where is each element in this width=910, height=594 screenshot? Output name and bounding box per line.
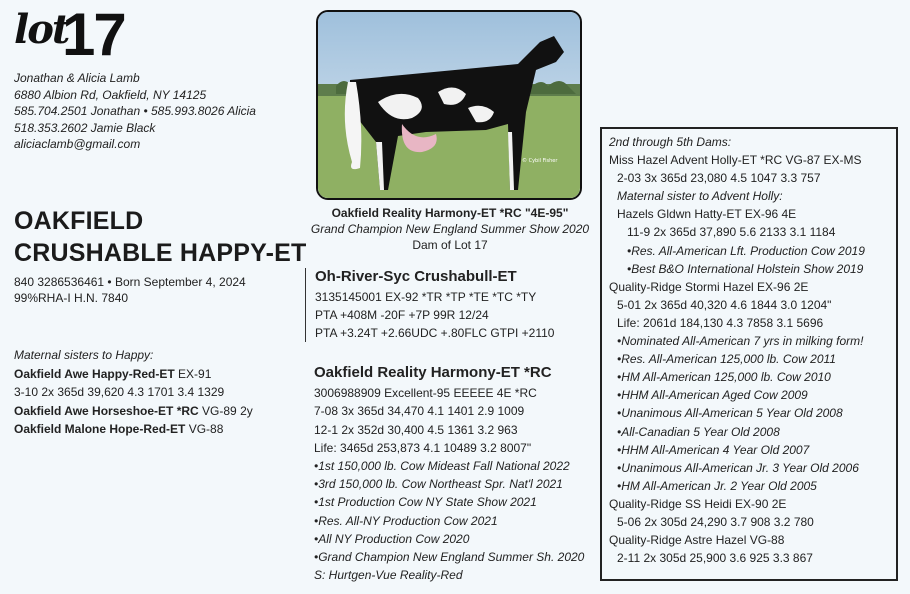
sire-line-2: PTA +408M -20F +7P 99R 12/24	[315, 308, 489, 322]
sister-1-name: Oakfield Awe Happy-Red-ET	[14, 366, 175, 381]
dam-name: Oakfield Reality Harmony-ET *RC	[314, 364, 552, 381]
caption-cow-name: Oakfield Reality Harmony-ET *RC "4E-95"	[331, 206, 569, 220]
consignor-phones: 585.704.2501 Jonathan • 585.993.8026 Alicia	[14, 104, 256, 118]
dams-line: •HM All-American 125,000 lb. Cow 2010	[617, 370, 831, 385]
sister-2-score: VG-89 2y	[198, 403, 253, 418]
dam-award-6: •Grand Champion New England Summer Sh. 2020	[314, 550, 585, 565]
dam-award-1: •1st 150,000 lb. Cow Mideast Fall National 2022	[314, 459, 570, 474]
animal-title-line-2: CRUSHABLE HAPPY-ET	[14, 239, 307, 267]
sister-1	[14, 365, 253, 384]
photo-caption	[300, 205, 600, 253]
dam-section	[314, 364, 584, 584]
dams-line: •Res. All-American 125,000 lb. Cow 2011	[617, 352, 836, 367]
dams-line: 2-11 2x 305d 25,900 3.6 925 3.3 867	[617, 551, 813, 566]
sire-line-3: PTA +3.24T +2.66UDC +.80FLC GTPI +2110	[315, 326, 555, 340]
dams-line: Maternal sister to Advent Holly:	[617, 189, 783, 204]
dams-line: 5-01 2x 365d 40,320 4.6 1844 3.0 1204"	[617, 297, 832, 312]
dams-line: Miss Hazel Advent Holly-ET *RC VG-87 EX-MS	[609, 153, 862, 168]
dams-list	[609, 133, 865, 567]
sire-line-1: 3135145001 EX-92 *TR *TP *TE *TC *TY	[315, 290, 537, 304]
lot-number: 17	[62, 1, 125, 68]
dams-line: Hazels Gldwn Hatty-ET EX-96 4E	[617, 207, 797, 222]
dams-line: •Best B&O International Holstein Show 2019	[627, 261, 864, 276]
dams-line: •HM All-American Jr. 2 Year Old 2005	[617, 478, 817, 493]
dams-line: 11-9 2x 365d 37,890 5.6 2133 3.1 1184	[627, 225, 836, 240]
dams-heading: 2nd through 5th Dams:	[609, 135, 732, 149]
dams-line: •HHM All-American Aged Cow 2009	[617, 388, 808, 403]
maternal-sisters	[14, 346, 253, 439]
dams-line: •HHM All-American 4 Year Old 2007	[617, 442, 810, 457]
sire-section	[305, 268, 605, 342]
dams-line: •All-Canadian 5 Year Old 2008	[617, 424, 780, 439]
animal-info	[14, 274, 246, 306]
sister-2-name: Oakfield Awe Horseshoe-ET *RC	[14, 403, 199, 418]
animal-title-line-1: OAKFIELD	[14, 207, 144, 235]
cow-photo	[316, 10, 582, 200]
consignor-phone-2: 518.353.2602 Jamie Black	[14, 120, 156, 135]
dams-line: •Unanimous All-American Jr. 3 Year Old 2006	[617, 460, 859, 475]
photo-credit: © Cybil Fisher	[522, 158, 558, 164]
sister-1-score: EX-91	[174, 366, 212, 381]
dams-line: Quality-Ridge Stormi Hazel EX-96 2E	[609, 279, 809, 294]
sister-3	[14, 420, 253, 439]
dam-award-4: •Res. All-NY Production Cow 2021	[314, 513, 498, 528]
caption-relation: Dam of Lot 17	[412, 238, 488, 252]
sister-3-score: VG-88	[185, 422, 224, 436]
dam-record-3: 12-1 2x 352d 30,400 4.5 1361 3.2 963	[314, 422, 518, 437]
dams-line: 2-03 3x 365d 23,080 4.5 1047 3.3 757	[617, 171, 821, 186]
sister-2	[14, 402, 253, 421]
dam-record-2: 7-08 3x 365d 34,470 4.1 1401 2.9 1009	[314, 404, 525, 419]
consignor-email: aliciaclamb@gmail.com	[14, 137, 141, 151]
dams-line: Quality-Ridge SS Heidi EX-90 2E	[609, 496, 787, 511]
lot-label: lot	[14, 6, 69, 53]
caption-award: Grand Champion New England Summer Show 2020	[310, 222, 590, 236]
dams-line: •Unanimous All-American 5 Year Old 2008	[617, 406, 843, 421]
consignor-contact	[14, 70, 256, 153]
dams-line: 5-06 2x 305d 24,290 3.7 908 3.2 780	[617, 514, 814, 529]
dams-line: •Nominated All-American 7 yrs in milking form!	[617, 334, 864, 349]
sire-name: Oh-River-Syc Crushabull-ET	[315, 268, 517, 285]
animal-id-birth: 840 3286536461 • Born September 4, 2024	[14, 275, 246, 289]
dam-award-5: •All NY Production Cow 2020	[314, 531, 470, 546]
dam-award-3: •1st Production Cow NY State Show 2021	[314, 495, 537, 510]
dam-record-4: Life: 3465d 253,873 4.1 10489 3.2 8007"	[314, 440, 532, 455]
dams-line: Life: 2061d 184,130 4.3 7858 3.1 5696	[617, 315, 824, 330]
dams-line: •Res. All-American Lft. Production Cow 2019	[627, 243, 865, 258]
sisters-heading: Maternal sisters to Happy:	[14, 348, 154, 362]
animal-title	[14, 205, 307, 269]
dams-line: Quality-Ridge Astre Hazel VG-88	[609, 533, 785, 548]
dam-sire: S: Hurtgen-Vue Reality-Red	[314, 568, 463, 583]
consignor-address: 6880 Albion Rd, Oakfield, NY 14125	[14, 87, 207, 102]
sister-1-record: 3-10 2x 365d 39,620 4.3 1701 3.4 1329	[14, 385, 225, 399]
sister-3-name: Oakfield Malone Hope-Red-ET	[14, 422, 186, 436]
dam-award-2: •3rd 150,000 lb. Cow Northeast Spr. Nat'l 2021	[314, 477, 563, 492]
consignor-name: Jonathan & Alicia Lamb	[14, 71, 140, 85]
animal-rha-hn: 99%RHA-I H.N. 7840	[14, 291, 129, 305]
dam-record-1: 3006988909 Excellent-95 EEEEE 4E *RC	[314, 386, 537, 401]
cow-illustration	[318, 12, 580, 198]
